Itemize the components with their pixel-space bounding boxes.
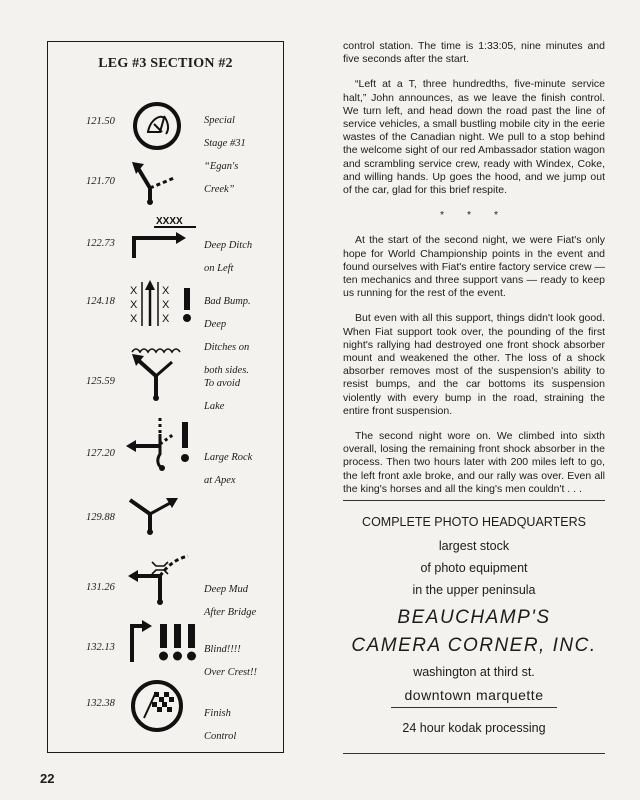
note-line: Control bbox=[204, 730, 237, 742]
camera-store-advertisement bbox=[343, 500, 605, 754]
store-name-line2: CAMERA CORNER, INC. bbox=[351, 635, 597, 656]
stage-no-entry-icon bbox=[126, 102, 188, 155]
note-line: Deep Mud bbox=[204, 583, 249, 595]
note-line: both sides. bbox=[204, 364, 249, 376]
left-bridge-icon bbox=[126, 552, 196, 611]
distance: 125.59 bbox=[86, 376, 115, 387]
note-line: Deep Ditch bbox=[204, 239, 253, 251]
instruction-note bbox=[204, 696, 236, 754]
straight-ditches-caution-icon bbox=[126, 278, 202, 335]
note-line: Finish bbox=[204, 707, 231, 719]
svg-text:X: X bbox=[130, 313, 138, 325]
note-line: at Apex bbox=[204, 474, 236, 486]
instruction-note bbox=[204, 366, 240, 424]
svg-text:X: X bbox=[162, 285, 170, 297]
distance: 132.13 bbox=[86, 642, 115, 653]
svg-text:X: X bbox=[130, 285, 138, 297]
note-line: “Egan's bbox=[204, 160, 239, 172]
left-turn-rock-caution-icon bbox=[126, 414, 202, 479]
distance: 121.70 bbox=[86, 176, 115, 187]
section-separator: * * * bbox=[439, 209, 509, 222]
svg-text:X: X bbox=[162, 299, 170, 311]
svg-text:X: X bbox=[130, 299, 138, 311]
instruction-note bbox=[204, 228, 252, 286]
distance: 122.73 bbox=[86, 238, 115, 249]
store-city: downtown marquette bbox=[404, 687, 544, 703]
fork-left-icon bbox=[126, 156, 186, 211]
article-text bbox=[343, 40, 605, 508]
roadbook-panel bbox=[47, 41, 284, 753]
note-line: After Bridge bbox=[204, 606, 257, 618]
note-line: To avoid bbox=[204, 377, 241, 389]
paragraph: But even with all this support, things didn't look good. When Fiat support took over, the pounding of the first night's rallying had destroyed one front shock absorber mount and weakened the other. The loss of a shock absorber removes most of the suspension's ability to resist bumps, and the car bottoms its suspension violently with every bump in the road, straining the entire front suspension. bbox=[343, 312, 605, 417]
ad-headline: COMPLETE PHOTO HEADQUARTERS bbox=[362, 515, 586, 529]
checkered-flag-icon bbox=[126, 678, 188, 739]
ad-service-line: 24 hour kodak processing bbox=[402, 721, 546, 735]
instruction-note bbox=[204, 103, 246, 207]
note-line: Deep bbox=[204, 318, 227, 330]
note-line: Blind!!!! bbox=[204, 643, 241, 655]
note-line: Special bbox=[204, 114, 235, 126]
note-line: Creek” bbox=[204, 183, 235, 195]
note-line: Over Crest!! bbox=[204, 666, 257, 678]
svg-text:X: X bbox=[162, 313, 170, 325]
paragraph: “Left at a T, three hundredths, five-minute service halt,” John announces, as we leave the finish control. We turn left, and head down the road past the line of service vehicles, a small bustling mobile city in the eerie wastes of the Canadian night. We pull to a stop behind the welcome sight of our red Ambassador station wagon and scrambling service crew, ready with Windex, Coke, and willing hands. Up goes the hood, and we jump out of the car, glad for this brief respite. bbox=[343, 78, 605, 197]
page-number: 22 bbox=[40, 771, 55, 786]
turn-left-ditch-icon bbox=[126, 214, 202, 267]
note-line: Large Rock bbox=[204, 451, 253, 463]
ad-divider bbox=[391, 707, 557, 708]
crest-triple-caution-icon bbox=[126, 618, 202, 673]
distance: 131.26 bbox=[86, 582, 115, 593]
y-fork-icon bbox=[126, 488, 186, 543]
ad-line: in the upper peninsula bbox=[412, 583, 536, 597]
ad-line: largest stock bbox=[438, 539, 510, 553]
svg-text:XXXX: XXXX bbox=[156, 216, 183, 227]
paragraph: The second night wore on. We climbed into sixth overall, losing the remaining front shock absorber in the process. Then two hours later with 200 miles left to go, the left front axle broke, and our rally was over. Even all the king's horses and all the king's men couldn't . . . bbox=[343, 430, 605, 495]
note-line: on Left bbox=[204, 262, 234, 274]
store-name: BEAUCHAMP'S bbox=[397, 607, 551, 628]
distance: 124.18 bbox=[86, 296, 115, 307]
note-line: Lake bbox=[204, 400, 225, 412]
distance: 132.38 bbox=[86, 698, 115, 709]
note-line: Stage #31 bbox=[204, 137, 246, 149]
ad-line: of photo equipment bbox=[420, 561, 528, 575]
store-address: washington at third st. bbox=[413, 665, 535, 679]
instruction-note bbox=[204, 572, 256, 630]
instruction-note bbox=[204, 632, 257, 690]
roadbook-title: LEG #3 SECTION #2 bbox=[98, 56, 233, 71]
distance: 127.20 bbox=[86, 448, 115, 459]
paragraph: control station. The time is 1:33:05, nine minutes and five seconds after the start. bbox=[343, 40, 605, 66]
note-line: Bad Bump. bbox=[204, 295, 251, 307]
distance: 129.88 bbox=[86, 512, 115, 523]
note-line: Ditches on bbox=[204, 341, 250, 353]
instruction-note bbox=[204, 440, 252, 498]
fork-left-lake-icon bbox=[126, 342, 192, 407]
paragraph: At the start of the second night, we were Fiat's only hope for World Championship points in the event and found ourselves with Fiat's entire factory service crew — ten mechanics and three support vans — ready to keep us running for the rest of the event. bbox=[343, 234, 605, 300]
distance: 121.50 bbox=[86, 116, 115, 127]
